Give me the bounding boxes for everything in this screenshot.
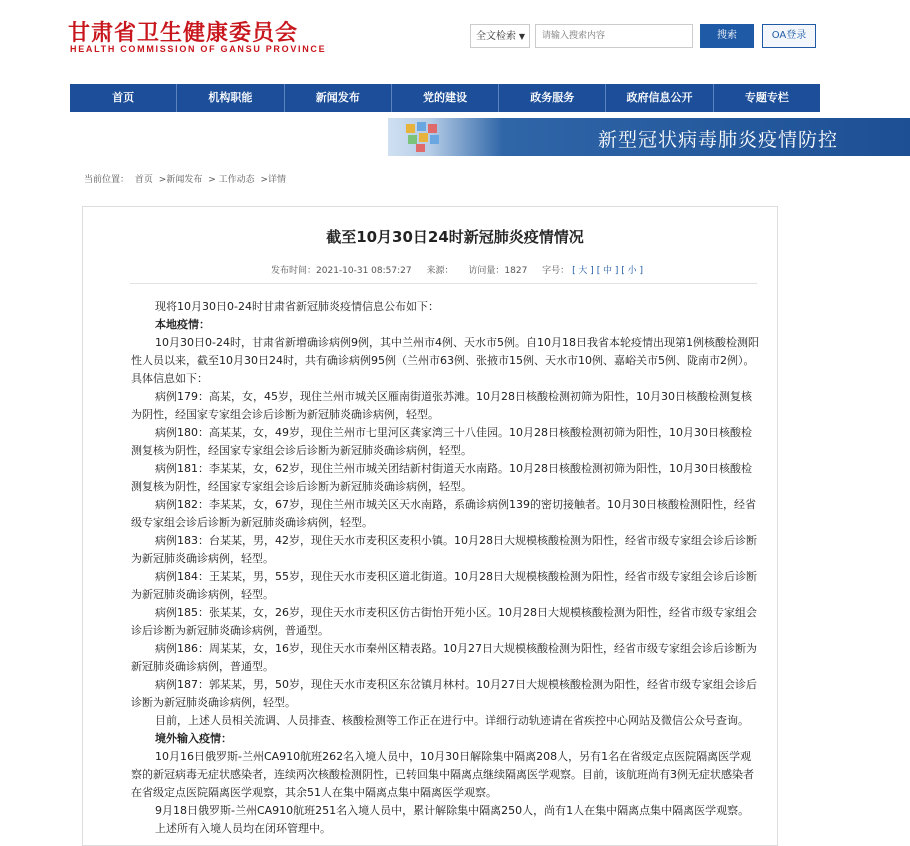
oa-login-button[interactable]: OA登录 xyxy=(762,24,816,48)
site-logo-chinese[interactable]: 甘肃省卫生健康委员会 xyxy=(68,21,299,46)
breadcrumb-news[interactable]: >新闻发布 xyxy=(158,175,203,185)
nav-item-party[interactable]: 党的建设 xyxy=(392,84,499,112)
font-size-small[interactable]: [ 小 ] xyxy=(621,266,644,276)
nav-item-topics[interactable]: 专题专栏 xyxy=(744,91,789,104)
virus-icon xyxy=(402,120,442,154)
paragraph-case: 病例186：周某某，女，16岁，现住天水市秦州区精表路。10月27日大规模核酸检测为阳性，经省市级专家组会诊后诊断为新冠肺炎确诊病例，普通型。 xyxy=(131,642,757,673)
article-title: 截至10月30日24时新冠肺炎疫情情况 xyxy=(326,228,584,246)
nav-item-news[interactable]: 新闻发布 xyxy=(285,84,392,112)
covid-banner[interactable] xyxy=(388,118,910,156)
font-size-medium[interactable]: [ 中 ] xyxy=(596,266,619,276)
paragraph-case: 病例182：李某某，女，67岁，现住兰州市城关区天水南路，系确诊病例139的密切接触者。10月30日核酸检测阳性，经省级专家组会诊后诊断为新冠肺炎确诊病例，轻型。 xyxy=(131,498,756,529)
nav-dropdown-item[interactable]: 面试通知 xyxy=(92,124,132,135)
breadcrumb-prefix: 当前位置： xyxy=(84,175,130,185)
meta-divider xyxy=(130,283,757,284)
site-header xyxy=(0,0,910,84)
breadcrumb xyxy=(84,172,289,185)
main-nav xyxy=(70,84,820,112)
paragraph-case: 病例180：高某某，女，49岁，现住兰州市七里河区龚家湾三十八佳园。10月28日核酸检测初筛为阳性，10月30日核酸检测复核为阴性，经国家专家组会诊后诊断为新冠肺炎确诊病例，轻型。 xyxy=(131,426,752,457)
paragraph-status: 目前，上述人员相关流调、人员排查、核酸检测等工作正在进行中。详细行动轨迹请在省疾控中心网站及微信公众号查询。 xyxy=(155,714,749,727)
source-label: 来源： xyxy=(426,266,454,276)
paragraph-case: 病例185：张某某，女，26岁，现住天水市麦积区仿古街怡开苑小区。10月28日大规模核酸检测为阳性，经省市级专家组会诊后诊断为新冠肺炎确诊病例，普通型。 xyxy=(131,606,757,637)
published-date: 2021-10-31 08:57:27 xyxy=(316,266,412,276)
breadcrumb-work[interactable]: > 工作动态 xyxy=(208,175,255,185)
paragraph-case: 病例183：台某某，男，42岁，现住天水市麦积区麦积小镇。10月28日大规模核酸检测为阳性，经省市级专家组会诊后诊断为新冠肺炎确诊病例，轻型。 xyxy=(131,534,757,565)
banner-title: 新型冠状病毒肺炎疫情防控 xyxy=(598,129,839,151)
site-logo-english: HEALTH COMMISSION OF GANSU PROVINCE xyxy=(70,44,327,54)
font-size-label: 字号： xyxy=(542,266,570,276)
heading-local: 本地疫情： xyxy=(155,318,210,331)
paragraph-case: 病例179：高某，女，45岁，现住兰州市城关区雁南街道张苏滩。10月28日核酸检测初筛为阳性，10月30日核酸检测复核为阴性，经国家专家组会诊后诊断为新冠肺炎确诊病例，轻型。 xyxy=(131,390,752,421)
search-button[interactable]: 搜索 xyxy=(700,24,754,48)
nav-item-home[interactable]: 首页 xyxy=(70,84,177,112)
nav-item-services[interactable]: 政务服务 xyxy=(499,84,606,112)
published-label: 发布时间： xyxy=(271,266,317,276)
paragraph-case: 病例184：王某某，男，55岁，现住天水市麦积区道北街道。10月28日大规模核酸检测为阳性，经省市级专家组会诊后诊断为新冠肺炎确诊病例，轻型。 xyxy=(131,570,757,601)
views-label: 访问量： xyxy=(468,266,505,276)
heading-imported: 境外输入疫情： xyxy=(155,732,232,745)
breadcrumb-home[interactable]: 首页 xyxy=(134,175,153,185)
nav-item-organization[interactable]: 机构职能 xyxy=(177,84,284,112)
paragraph-closing: 上述所有入境人员均在闭环管理中。 xyxy=(155,822,331,835)
article-body xyxy=(131,298,759,838)
article-meta xyxy=(271,263,643,276)
search-input[interactable] xyxy=(535,24,693,48)
chevron-down-icon: ▼ xyxy=(518,32,525,41)
search-scope-value: 全文检索 xyxy=(476,31,516,42)
nav-item-disclosure[interactable]: 政府信息公开 xyxy=(606,84,713,112)
paragraph-flight: 9月18日俄罗斯-兰州CA910航班251名入境人员中，累计解除集中隔离250人，尚有1人在集中隔离点集中隔离医学观察。 xyxy=(155,804,750,817)
breadcrumb-detail: >详情 xyxy=(260,175,287,185)
search-scope-select[interactable] xyxy=(470,24,530,48)
paragraph-summary: 10月30日0-24时，甘肃省新增确诊病例9例，其中兰州市4例、天水市5例。自10月18日我省本轮疫情出现第1例核酸检测阳性人员以来，截至10月30日24时，共有确诊病例95例（兰州市63例、张掖市15例、天水市10例、嘉峪关市5例、陇南市2例）。具体信息如下： xyxy=(131,336,759,385)
paragraph-case: 病例181：李某某，女，62岁，现住兰州市城关团结新村街道天水南路。10月28日核酸检测初筛为阳性，10月30日核酸检测复核为阴性，经国家专家组会诊后诊断为新冠肺炎确诊病例，轻型。 xyxy=(131,462,752,493)
font-size-large[interactable]: [ 大 ] xyxy=(572,266,594,276)
paragraph-case: 病例187：郭某某，男，50岁，现住天水市麦积区东岔镇月林村。10月27日大规模核酸检测为阳性，经省市级专家组会诊后诊断为新冠肺炎确诊病例，轻型。 xyxy=(131,678,757,709)
paragraph-flight: 10月16日俄罗斯-兰州CA910航班262名入境人员中，10月30日解除集中隔离208人，另有1名在省级定点医院隔离医学观察的新冠病毒无症状感染者，连续两次核酸检测阴性，已转回集中隔离点继续隔离医学观察。目前，该航班尚有3例无症状感染者在省级定点医院隔离医学观察，其余51人在集中隔离点集中隔离医学观察。 xyxy=(131,750,754,799)
paragraph-intro: 现将10月30日0-24时甘肃省新冠肺炎疫情信息公布如下： xyxy=(155,300,439,313)
views-count: 1827 xyxy=(504,266,528,276)
